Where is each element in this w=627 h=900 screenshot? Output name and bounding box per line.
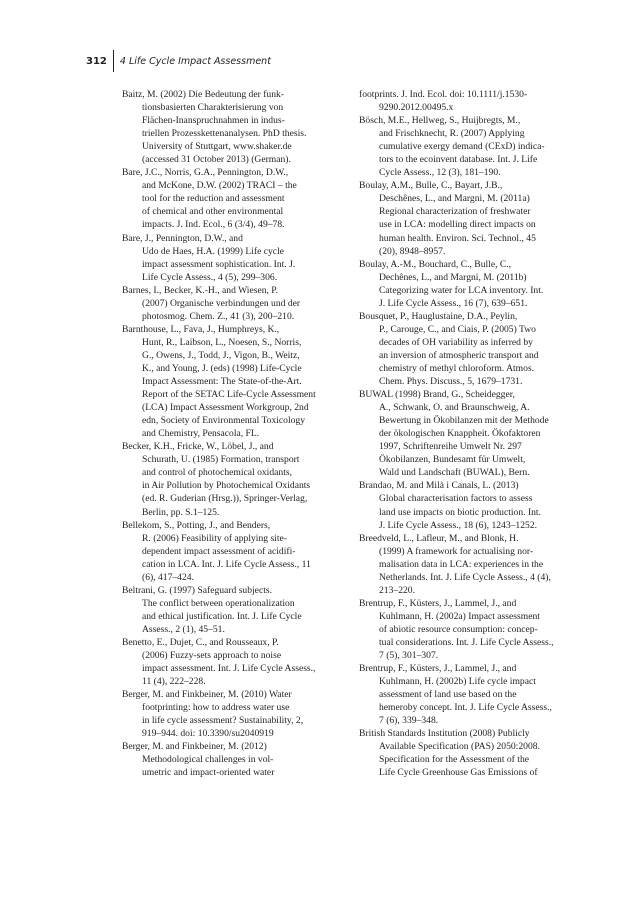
reference-entry bbox=[122, 166, 350, 231]
reference-line: Categorizing water for LCA inventory. Int. bbox=[379, 284, 544, 296]
reference-entry bbox=[359, 532, 587, 597]
reference-line: Baitz, M. (2002) Die Bedeutung der funk- bbox=[122, 89, 284, 100]
reference-entry bbox=[359, 114, 587, 179]
reference-line: Ökobilanzen, Bundesamt für Umwelt, bbox=[379, 454, 526, 466]
reference-line: Bösch, M.E., Hellweg, S., Huijbregts, M., bbox=[359, 115, 521, 127]
page-number: 312 bbox=[86, 55, 107, 67]
reference-entry bbox=[122, 740, 350, 779]
reference-line: cumulative exergy demand (CExD) indica- bbox=[379, 141, 545, 153]
reference-line: Life Cycle Greenhouse Gas Emissions of bbox=[379, 767, 538, 779]
reference-line: umetric and impact-oriented water bbox=[142, 767, 275, 779]
reference-line: photosmog. Chem. Z., 41 (3), 200–210. bbox=[142, 310, 295, 322]
reference-line: (ed. R. Guderian (Hrsg.)), Springer-Verlag, bbox=[142, 493, 308, 505]
reference-line: Chem. Phys. Discuss., 5, 1679–1731. bbox=[379, 376, 523, 388]
reference-entry bbox=[359, 479, 587, 531]
reference-line: and McKone, D.W. (2002) TRACI – the bbox=[142, 180, 297, 192]
reference-line: Brandao, M. and Milà i Canals, L. (2013) bbox=[359, 480, 519, 492]
reference-line: Berger, M. and Finkbeiner, M. (2010) Water bbox=[122, 689, 292, 701]
reference-entry bbox=[359, 597, 587, 662]
reference-line: Report of the SETAC Life-Cycle Assessment bbox=[142, 389, 316, 401]
reference-line: 919–944. doi: 10.3390/su2040919 bbox=[142, 728, 274, 740]
reference-line: Boulay, A.M., Bulle, C., Bayart, J.B., bbox=[359, 180, 503, 192]
reference-line: chemistry of methyl chloroform. Atmos. bbox=[379, 362, 535, 374]
reference-line: Available Specification (PAS) 2050:2008. bbox=[379, 741, 540, 753]
reference-line: Impact Assessment: The State-of-the-Art. bbox=[142, 376, 302, 388]
reference-line: (1999) A framework for actualising nor- bbox=[379, 545, 534, 557]
reference-line: Beltrani, G. (1997) Safeguard subjects. bbox=[122, 584, 272, 596]
reference-line: 213–220. bbox=[379, 584, 415, 596]
reference-line: Regional characterization of freshwater bbox=[379, 206, 531, 218]
reference-line: R. (2006) Feasibility of applying site- bbox=[142, 532, 287, 544]
header-divider bbox=[113, 50, 114, 72]
reference-entry bbox=[359, 727, 587, 779]
reference-line: hemeroby concept. Int. J. Life Cycle Assess., bbox=[379, 702, 552, 714]
reference-entry bbox=[359, 88, 587, 114]
reference-line: Barnthouse, L., Fava, J., Humphreys, K., bbox=[122, 323, 280, 335]
reference-line: Bare, J.C., Norris, G.A., Pennington, D.W., bbox=[122, 167, 289, 179]
reference-line: malisation data in LCA: experiences in the bbox=[379, 558, 544, 570]
reference-line: 7 (6), 339–348. bbox=[379, 715, 439, 727]
reference-line: Schurath, U. (1985) Formation, transport bbox=[142, 454, 300, 466]
reference-line: A., Schwank, O. and Braunschweig, A. bbox=[379, 402, 530, 414]
reference-line: impact assessment sophistication. Int. J. bbox=[142, 258, 296, 270]
reference-line: 9290.2012.00495.x bbox=[379, 102, 454, 114]
reference-line: and Chemistry, Pensacola, FL. bbox=[142, 428, 260, 440]
reference-line: Netherlands. Int. J. Life Cycle Assess., 4 (4), bbox=[379, 571, 551, 583]
reference-line: J. Life Cycle Assess., 18 (6), 1243–1252. bbox=[379, 519, 538, 531]
reference-line: Benetto, E., Dujet, C., and Rousseaux, P. bbox=[122, 636, 279, 648]
reference-line: and control of photochemical oxidants, bbox=[142, 467, 292, 479]
reference-line: Hunt, R., Laibson, L., Noesen, S., Norris, bbox=[142, 336, 302, 348]
reference-line: tool for the reduction and assessment bbox=[142, 193, 285, 205]
reference-line: Cycle Assess., 12 (3), 181–190. bbox=[379, 167, 501, 179]
reference-line: (2006) Fuzzy-sets approach to noise bbox=[142, 650, 282, 662]
reference-line: decades of OH variability as inferred by bbox=[379, 336, 533, 348]
reference-line: BUWAL (1998) Brand, G., Scheidegger, bbox=[359, 389, 515, 401]
reference-line: of chemical and other environmental bbox=[142, 206, 284, 218]
reference-entry bbox=[359, 662, 587, 727]
reference-line: The conflict between operationalization bbox=[142, 597, 295, 609]
reference-line: 7 (5), 301–307. bbox=[379, 650, 439, 662]
reference-entry bbox=[122, 232, 350, 284]
reference-line: (20), 8948–8957. bbox=[379, 245, 446, 257]
reference-entry bbox=[359, 310, 587, 388]
reference-line: tual considerations. Int. J. Life Cycle Assess., bbox=[379, 636, 554, 648]
reference-line: assessment of land use based on the bbox=[379, 689, 517, 701]
reference-line: of abiotic resource consumption: concep- bbox=[379, 623, 538, 635]
reference-line: footprints. J. Ind. Ecol. doi: 10.1111/j.1530- bbox=[359, 89, 528, 100]
reference-line: land use impacts on biotic production. Int. bbox=[379, 506, 541, 518]
reference-entry bbox=[122, 440, 350, 518]
reference-line: (LCA) Impact Assessment Workgroup, 2nd bbox=[142, 402, 309, 414]
reference-line: edn, Society of Environmental Toxicology bbox=[142, 415, 306, 427]
reference-line: dependent impact assessment of acidifi- bbox=[142, 545, 296, 557]
reference-line: Brentrup, F., Küsters, J., Lammel, J., and bbox=[359, 597, 517, 609]
reference-line: and Frischknecht, R. (2007) Applying bbox=[379, 128, 525, 140]
reference-line: Boulay, A.-M., Bouchard, C., Bulle, C., bbox=[359, 258, 512, 270]
reference-line: British Standards Institution (2008) Publicly bbox=[359, 728, 530, 740]
reference-line: Breedveld, L., Lafleur, M., and Blonk, H. bbox=[359, 532, 519, 544]
reference-line: Methodological challenges in vol- bbox=[142, 754, 274, 766]
reference-entry bbox=[359, 258, 587, 310]
reference-line: der ökologischen Knappheit. Ökofaktoren bbox=[379, 428, 541, 440]
reference-line: and ethical justification. Int. J. Life Cycle bbox=[142, 610, 302, 622]
reference-line: K., and Young, J. (eds) (1998) Life-Cycle bbox=[142, 362, 302, 374]
reference-line: 11 (4), 222–228. bbox=[142, 676, 206, 688]
reference-line: P., Carouge, C., and Ciais, P. (2005) Two bbox=[379, 323, 536, 335]
reference-line: Bewertung in Ökobilanzen mit der Methode bbox=[379, 415, 549, 427]
chapter-title: 4 Life Cycle Impact Assessment bbox=[119, 55, 271, 67]
reference-column-left bbox=[122, 88, 350, 779]
reference-line: Global characterisation factors to assess bbox=[379, 493, 533, 505]
reference-entry bbox=[122, 519, 350, 584]
reference-line: Kuhlmann, H. (2002a) Impact assessment bbox=[379, 610, 540, 622]
reference-line: Berlin, pp. S.1–125. bbox=[142, 506, 220, 518]
reference-line: footprinting: how to address water use bbox=[142, 702, 290, 714]
reference-entry bbox=[359, 388, 587, 479]
running-head bbox=[86, 52, 271, 70]
reference-line: impact assessment. Int. J. Life Cycle Assess., bbox=[142, 663, 316, 675]
reference-line: Becker, K.H., Fricke, W., Löbel, J., and bbox=[122, 441, 274, 453]
reference-line: use in LCA: modelling direct impacts on bbox=[379, 219, 536, 231]
reference-line: (6), 417–424. bbox=[142, 571, 194, 583]
reference-line: Bellekom, S., Potting, J., and Benders, bbox=[122, 519, 271, 531]
reference-entry bbox=[122, 688, 350, 740]
reference-line: University of Stuttgart, www.shaker.de bbox=[142, 141, 292, 153]
reference-line: Berger, M. and Finkbeiner, M. (2012) bbox=[122, 741, 267, 753]
reference-line: Life Cycle Assess., 4 (5), 299–306. bbox=[142, 271, 278, 283]
reference-line: tors to the ecoinvent database. Int. J. Life bbox=[379, 154, 538, 166]
reference-line: in Air Pollution by Photochemical Oxidants bbox=[142, 480, 311, 492]
reference-line: cation in LCA. Int. J. Life Cycle Assess., 11 bbox=[142, 558, 311, 570]
reference-line: in life cycle assessment? Sustainability, 2, bbox=[142, 715, 304, 727]
reference-line: tionsbasierten Charakterisierung von bbox=[142, 102, 284, 114]
reference-line: triellen Prozesskettenanalysen. PhD thesis. bbox=[142, 128, 307, 140]
reference-line: (accessed 31 October 2013) (German). bbox=[142, 154, 291, 166]
reference-line: Bousquet, P., Hauglustaine, D.A., Peylin, bbox=[359, 310, 518, 322]
reference-line: Wald und Landschaft (BUWAL), Bern. bbox=[379, 467, 530, 479]
reference-line: Deschênes, L., and Margni, M. (2011a) bbox=[379, 193, 530, 205]
reference-line: Dechênes, L., and Margni, M. (2011b) bbox=[379, 271, 527, 283]
reference-line: J. Life Cycle Assess., 16 (7), 639–651. bbox=[379, 297, 528, 309]
reference-entry bbox=[122, 284, 350, 323]
reference-line: Flächen-Inanspruchnahmen in indus- bbox=[142, 115, 285, 127]
reference-column-right bbox=[359, 88, 587, 779]
reference-line: 1997, Schriftenreihe Umwelt Nr. 297 bbox=[379, 441, 522, 453]
reference-line: human health. Environ. Sci. Technol., 45 bbox=[379, 232, 536, 244]
reference-entry bbox=[122, 636, 350, 688]
reference-line: Brentrup, F., Küsters, J., Lammel, J., and bbox=[359, 663, 517, 675]
reference-line: Specification for the Assessment of the bbox=[379, 754, 530, 766]
reference-line: an inversion of atmospheric transport and bbox=[379, 349, 539, 361]
reference-line: Udo de Haes, H.A. (1999) Life cycle bbox=[142, 245, 284, 257]
reference-line: Assess., 2 (1), 45–51. bbox=[142, 623, 225, 635]
reference-line: impacts. J. Ind. Ecol., 6 (3/4), 49–78. bbox=[142, 219, 285, 231]
reference-entry bbox=[122, 88, 350, 166]
reference-line: G., Owens, J., Todd, J., Vigon, B., Weitz, bbox=[142, 349, 300, 361]
reference-line: Bare, J., Pennington, D.W., and bbox=[122, 232, 243, 244]
reference-line: Barnes, I., Becker, K.-H., and Wiesen, P. bbox=[122, 284, 278, 296]
reference-entry bbox=[359, 179, 587, 257]
reference-entry bbox=[122, 323, 350, 440]
reference-line: (2007) Organische verbindungen und der bbox=[142, 297, 301, 309]
reference-entry bbox=[122, 584, 350, 636]
reference-line: Kuhlmann, H. (2002b) Life cycle impact bbox=[379, 676, 536, 688]
